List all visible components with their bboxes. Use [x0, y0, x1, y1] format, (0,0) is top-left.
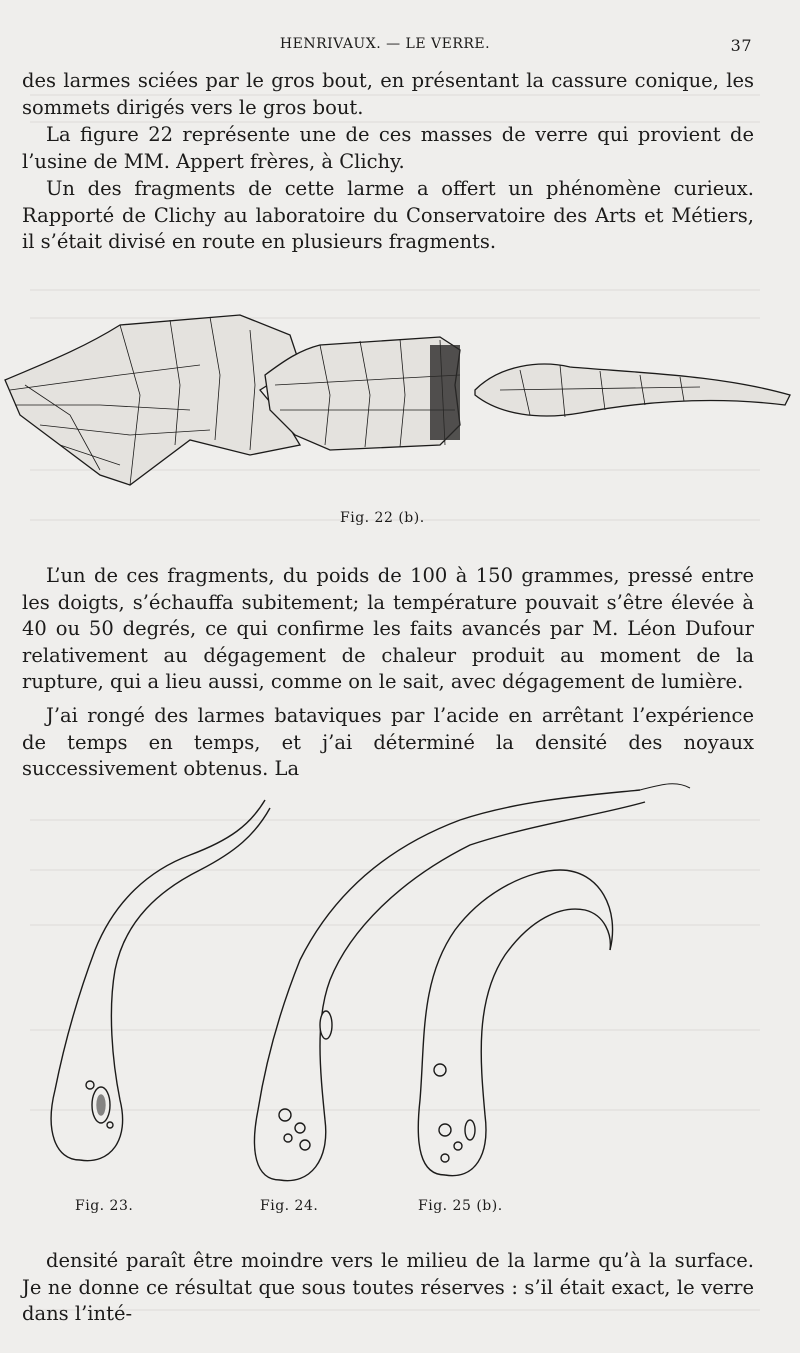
caption-fig-22: Fig. 22 (b).: [340, 510, 425, 526]
paragraph-5: J’ai rongé des larmes bataviques par l’acide en arrêtant l’expérience de temps en temps, et j’ai déterminé la densité des noyaux successivement obtenus. La: [22, 704, 754, 780]
figure-22-glass-fragments: [0, 295, 800, 505]
paragraph-2: La figure 22 représente une de ces masses de verre qui provient de l’usine de MM. Appert frères, à Clichy.: [22, 123, 754, 173]
page-number: 37: [730, 36, 752, 55]
caption-fig-24: Fig. 24.: [260, 1198, 319, 1214]
running-title: HENRIVAUX. — LE VERRE.: [279, 36, 491, 52]
caption-fig-23: Fig. 23.: [75, 1198, 134, 1214]
paragraph-4: L’un de ces fragments, du poids de 100 à 150 grammes, pressé entre les doigts, s’échauffa subitement; la température pouvait s’être élevée à 40 ou 50 degrés, ce qui confirme les faits avancés par M. Léon Dufour relativement au dégagement de chaleur produit au moment de la rupture, qui a lieu aussi, comme on le sait, avec dégagement de lumière.: [22, 564, 754, 693]
running-head: [0, 36, 800, 56]
caption-fig-25: Fig. 25 (b).: [418, 1198, 503, 1214]
paragraph-6: densité paraît être moindre vers le milieu de la larme qu’à la surface. Je ne donne ce résultat que sous toutes réserves : s’il était exact, le verre dans l’inté-: [22, 1249, 754, 1325]
paragraph-3: Un des fragments de cette larme a offert un phénomène curieux. Rapporté de Clichy au laboratoire du Conservatoire des Arts et Métiers, il s’était divisé en route en plusieurs fragments.: [22, 177, 754, 253]
paragraph-1: des larmes sciées par le gros bout, en présentant la cassure conique, les sommets dirigés vers le gros bout.: [22, 69, 754, 119]
figures-23-25-glass-drops: [0, 780, 800, 1195]
